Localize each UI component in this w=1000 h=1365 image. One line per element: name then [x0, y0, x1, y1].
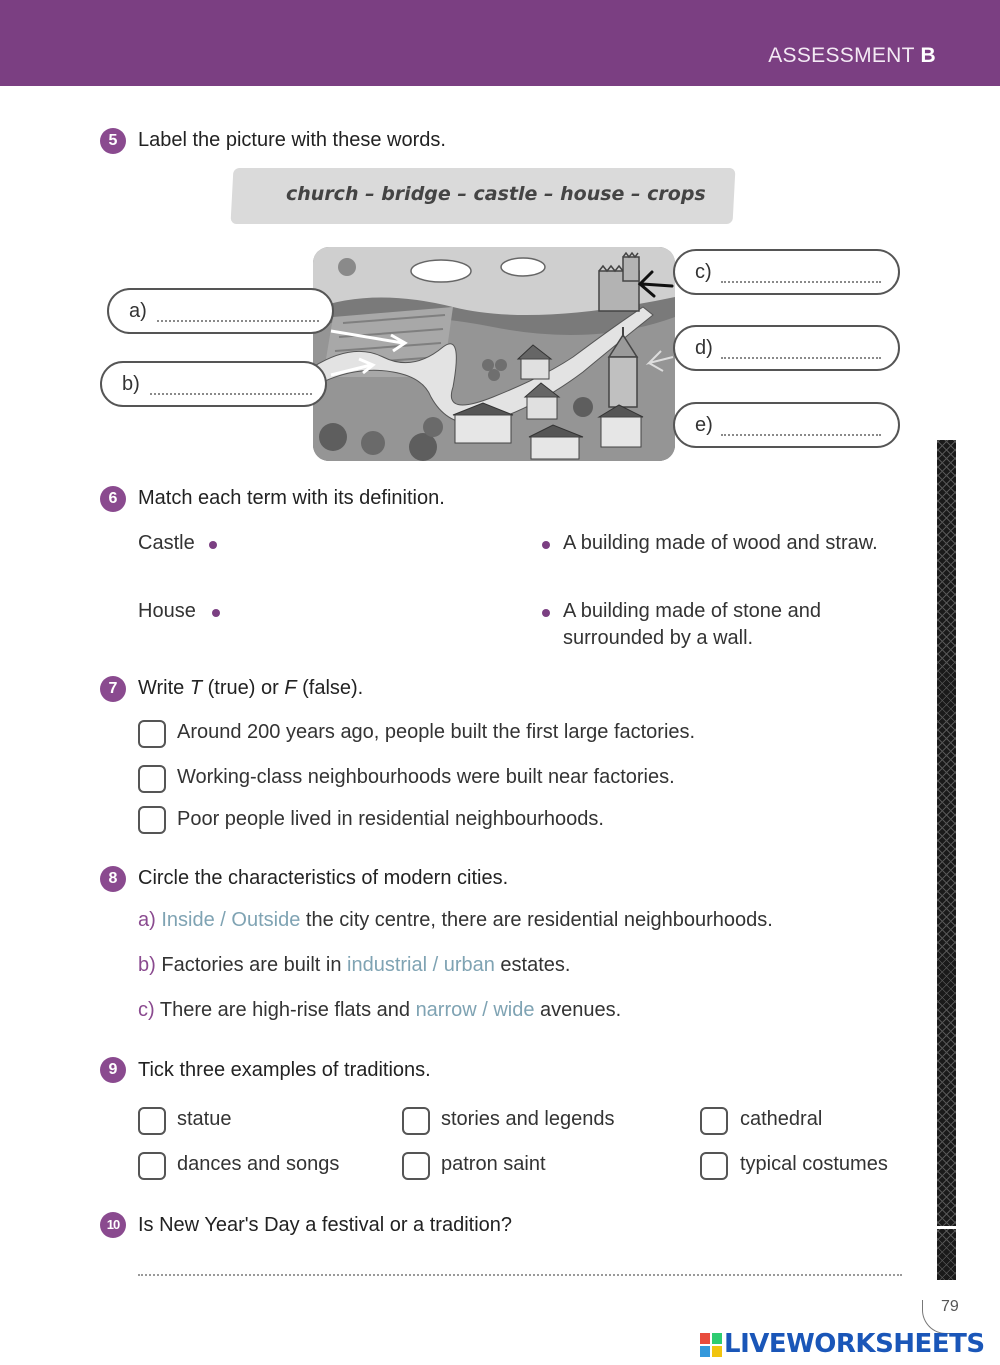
header-bar: [0, 0, 1000, 86]
tick-box-statue[interactable]: [138, 1107, 166, 1135]
circle-choice-b[interactable]: industrial / urban: [347, 954, 495, 976]
question-9-prompt: Tick three examples of traditions.: [138, 1059, 431, 1081]
circle-item-c: c) There are high-rise flats and narrow / wide avenues.: [138, 999, 622, 1021]
circle-item-a-letter: a): [138, 909, 156, 931]
option-patron-saint: patron saint: [441, 1153, 546, 1175]
question-10-answer-line[interactable]: [138, 1274, 902, 1276]
side-pattern-strip: [937, 440, 956, 1280]
label-b-letter: b): [122, 373, 140, 395]
label-d-answer-line: [721, 339, 881, 359]
label-c-letter: c): [695, 261, 712, 283]
label-a-letter: a): [129, 300, 147, 322]
tf-statement-3: Poor people lived in residential neighbourhoods.: [177, 808, 604, 830]
tf-box-1[interactable]: [138, 720, 166, 748]
tf-box-2[interactable]: [138, 765, 166, 793]
match-dot-definition-1[interactable]: [542, 541, 550, 549]
question-9-number: 9: [100, 1057, 126, 1083]
castle-arrow-icon: [636, 266, 676, 302]
label-e-letter: e): [695, 414, 713, 436]
question-10-prompt: Is New Year's Day a festival or a tradition?: [138, 1214, 513, 1236]
tf-statement-1: Around 200 years ago, people built the first large factories.: [177, 721, 696, 743]
match-dot-castle[interactable]: [209, 541, 217, 549]
label-e-answer-line: [721, 416, 881, 436]
match-dot-house[interactable]: [212, 609, 220, 617]
liveworksheets-brand: LIVEWORKSHEETS: [724, 1329, 985, 1359]
liveworksheets-icon: [700, 1333, 722, 1357]
circle-item-b: b) Factories are built in industrial / urban estates.: [138, 954, 571, 976]
assessment-title: ASSESSMENT B: [768, 44, 936, 67]
term-castle: Castle: [138, 532, 195, 554]
side-strip-divider: [937, 1226, 956, 1229]
option-statue: statue: [177, 1108, 232, 1130]
tick-box-stories-legends[interactable]: [402, 1107, 430, 1135]
question-7-number: 7: [100, 676, 126, 702]
village-illustration: [313, 247, 675, 461]
definition-wood-straw: A building made of wood and straw.: [563, 532, 878, 554]
label-a-answer-line: [157, 302, 319, 322]
circle-choice-a[interactable]: Inside / Outside: [161, 909, 301, 931]
label-b-answer-line: [150, 375, 312, 395]
question-5-number: 5: [100, 128, 126, 154]
circle-item-b-letter: b): [138, 954, 156, 976]
label-box-c[interactable]: [673, 249, 900, 295]
question-8-prompt: Circle the characteristics of modern cities.: [138, 867, 509, 889]
tick-box-dances-songs[interactable]: [138, 1152, 166, 1180]
question-7-prompt: Write T (true) or F (false).: [138, 677, 364, 699]
option-dances-songs: dances and songs: [177, 1153, 340, 1175]
label-box-a[interactable]: [107, 288, 334, 334]
circle-choice-c[interactable]: narrow / wide: [415, 999, 535, 1021]
label-box-e[interactable]: [673, 402, 900, 448]
label-d-letter: d): [695, 337, 713, 359]
definition-stone-line2: surrounded by a wall.: [563, 627, 754, 649]
tf-statement-2: Working-class neighbourhoods were built near factories.: [177, 766, 675, 788]
circle-item-c-letter: c): [138, 999, 155, 1021]
label-c-answer-line: [721, 263, 881, 283]
tf-box-3[interactable]: [138, 806, 166, 834]
liveworksheets-logo: [700, 1329, 996, 1361]
tick-box-typical-costumes[interactable]: [700, 1152, 728, 1180]
question-6-number: 6: [100, 486, 126, 512]
question-5-prompt: Label the picture with these words.: [138, 129, 446, 151]
term-house: House: [138, 600, 196, 622]
option-cathedral: cathedral: [740, 1108, 823, 1130]
match-dot-definition-2[interactable]: [542, 609, 550, 617]
definition-stone-line1: A building made of stone and: [563, 600, 821, 622]
tick-box-cathedral[interactable]: [700, 1107, 728, 1135]
tick-box-patron-saint[interactable]: [402, 1152, 430, 1180]
label-box-d[interactable]: [673, 325, 900, 371]
question-10-number: 10: [100, 1212, 126, 1238]
question-6-prompt: Match each term with its definition.: [138, 487, 445, 509]
page-number: 79: [941, 1298, 959, 1315]
question-8-number: 8: [100, 866, 126, 892]
option-stories-legends: stories and legends: [441, 1108, 615, 1130]
word-bank: church – bridge – castle – house – crops: [286, 183, 706, 205]
circle-item-a: a) Inside / Outside the city centre, there are residential neighbourhoods.: [138, 909, 773, 931]
option-typical-costumes: typical costumes: [740, 1153, 888, 1175]
label-box-b[interactable]: [100, 361, 327, 407]
